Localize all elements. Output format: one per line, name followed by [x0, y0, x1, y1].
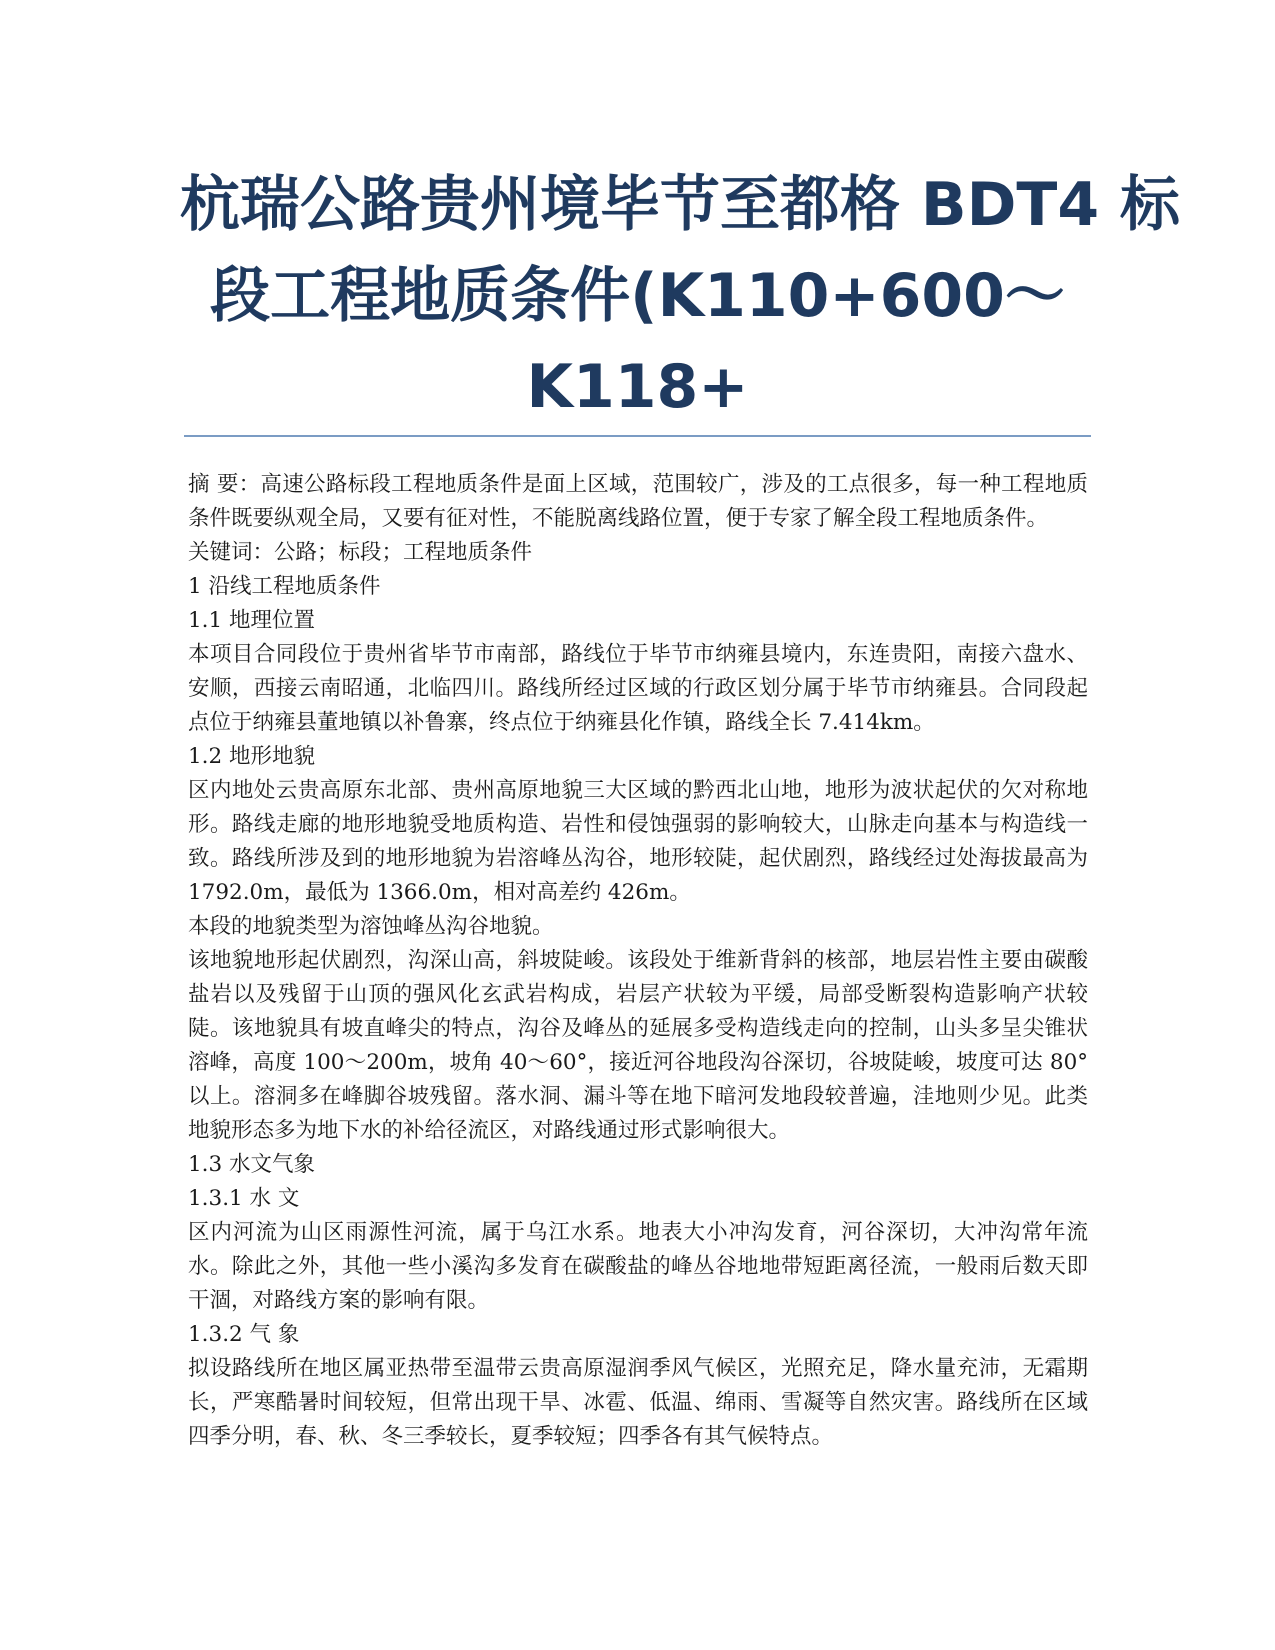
title-line: 杭瑞公路贵州境毕节至都格 BDT4 标 [180, 170, 1180, 240]
section-heading: 1.3 水文气象 [188, 1152, 316, 1177]
keywords-line: 关键词：公路；标段；工程地质条件 [188, 540, 533, 565]
section-heading: 1.3.2 气 象 [188, 1322, 300, 1347]
abstract-paragraph: 摘 要：高速公路标段工程地质条件是面上区域，范围较广，涉及的工点很多，每一种工程地质条件既要纵观全局，又要有征对性，不能脱离线路位置，便于专家了解全段工程地质条件。 [188, 472, 1088, 531]
title-divider [184, 435, 1091, 437]
section-heading: 1.2 地形地貌 [188, 744, 316, 769]
body-paragraph: 本段的地貌类型为溶蚀峰丛沟谷地貌。 [188, 914, 554, 939]
document-title [180, 160, 1180, 433]
body-paragraph: 区内河流为山区雨源性河流，属于乌江水系。地表大小冲沟发育，河谷深切，大冲沟常年流水。除此之外，其他一些小溪沟多发育在碳酸盐的峰丛谷地地带短距离径流，一般雨后数天即干涸，对路线方案的影响有限。 [188, 1220, 1088, 1313]
body-paragraph: 本项目合同段位于贵州省毕节市南部，路线位于毕节市纳雍县境内，东连贵阳，南接六盘水、安顺，西接云南昭通，北临四川。路线所经过区域的行政区划分属于毕节市纳雍县。合同段起点位于纳雍县董地镇以补鲁寨，终点位于纳雍县化作镇，路线全长 7.414km。 [188, 642, 1088, 735]
section-heading: 1 沿线工程地质条件 [188, 574, 381, 599]
body-paragraph: 区内地处云贵高原东北部、贵州高原地貌三大区域的黔西北山地，地形为波状起伏的欠对称地形。路线走廊的地形地貌受地质构造、岩性和侵蚀强弱的影响较大，山脉走向基本与构造线一致。路线所涉及到的地形地貌为岩溶峰丛沟谷，地形较陡，起伏剧烈，路线经过处海拔最高为 1792.0m，最低为 1366.0m，相对高差约 426m。 [188, 778, 1088, 905]
title-line: 段工程地质条件(K110+600～ [210, 261, 1065, 331]
section-heading: 1.1 地理位置 [188, 608, 316, 633]
title-line: K118+ [526, 352, 749, 422]
body-paragraph: 该地貌地形起伏剧烈，沟深山高，斜坡陡峻。该段处于维新背斜的核部，地层岩性主要由碳酸盐岩以及残留于山顶的强风化玄武岩构成，岩层产状较为平缓，局部受断裂构造影响产状较陡。该地貌具有坡直峰尖的特点，沟谷及峰丛的延展多受构造线走向的控制，山头多呈尖锥状溶峰，高度 100～200m，坡角 40～60°，接近河谷地段沟谷深切，谷坡陡峻，坡度可达 80° 以上。溶洞多在峰脚谷坡残留。落水洞、漏斗等在地下暗河发地段较普遍，洼地则少见。此类地貌形态多为地下水的补给径流区，对路线通过形式影响很大。 [188, 948, 1088, 1143]
document-body [188, 468, 1088, 1454]
section-heading: 1.3.1 水 文 [188, 1186, 300, 1211]
body-paragraph: 拟设路线所在地区属亚热带至温带云贵高原湿润季风气候区，光照充足，降水量充沛，无霜期长，严寒酷暑时间较短，但常出现干旱、冰雹、低温、绵雨、雪凝等自然灾害。路线所在区域四季分明，春、秋、冬三季较长，夏季较短；四季各有其气候特点。 [188, 1356, 1088, 1449]
